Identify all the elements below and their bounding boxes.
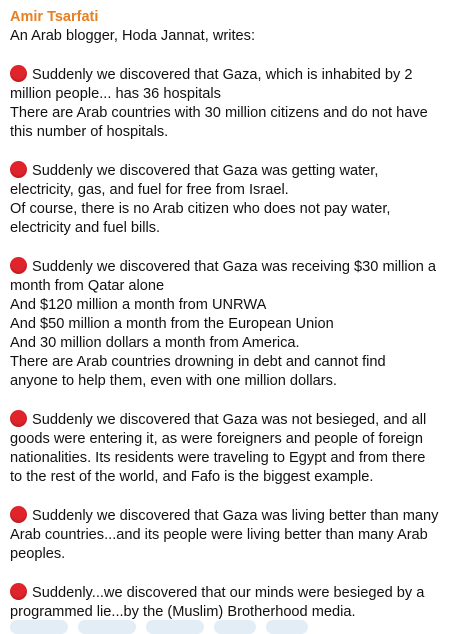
reactions-bar bbox=[10, 620, 308, 630]
paragraph-line: month from Qatar alone bbox=[10, 278, 165, 294]
paragraph-line: Arab countries...and its people were living better than many Arab bbox=[10, 527, 428, 543]
paragraph-line: There are Arab countries drowning in debt and cannot find bbox=[10, 354, 386, 370]
paragraph-line: And $120 million a month from UNRWA bbox=[10, 297, 267, 313]
red-circle-icon bbox=[10, 161, 27, 178]
paragraph-line bbox=[10, 506, 459, 526]
sender-name[interactable]: Amir Tsarfati bbox=[10, 9, 99, 25]
paragraph-line: And $50 million a month from the European Union bbox=[10, 316, 334, 332]
message-paragraph bbox=[10, 65, 459, 142]
paragraph-line: million people... has 36 hospitals bbox=[10, 86, 221, 102]
red-circle-icon bbox=[10, 583, 27, 600]
paragraph-line bbox=[10, 65, 459, 85]
paragraph-line: this number of hospitals. bbox=[10, 124, 169, 140]
reaction-chip[interactable] bbox=[10, 620, 68, 634]
line-text: Suddenly we discovered that Gaza was living better than many bbox=[32, 508, 439, 524]
line-text: Suddenly we discovered that Gaza was getting water, bbox=[32, 163, 379, 179]
red-circle-icon bbox=[10, 257, 27, 274]
paragraph-line: electricity, gas, and fuel for free from Israel. bbox=[10, 182, 289, 198]
paragraph-line: There are Arab countries with 30 million citizens and do not have bbox=[10, 105, 428, 121]
message-paragraph bbox=[10, 161, 459, 238]
message-intro: An Arab blogger, Hoda Jannat, writes: bbox=[10, 28, 256, 44]
paragraph-line: programmed lie...by the (Muslim) Brotherhood media. bbox=[10, 604, 356, 620]
message-paragraph bbox=[10, 257, 459, 391]
paragraph-line bbox=[10, 161, 459, 181]
line-text: Suddenly we discovered that Gaza, which is inhabited by 2 bbox=[32, 67, 413, 83]
paragraph-line bbox=[10, 583, 459, 603]
line-text: Suddenly we discovered that Gaza was not besieged, and all bbox=[32, 412, 427, 428]
paragraph-line: And 30 million dollars a month from America. bbox=[10, 335, 300, 351]
red-circle-icon bbox=[10, 65, 27, 82]
paragraph-line: to the rest of the world, and Fafo is the biggest example. bbox=[10, 469, 374, 485]
paragraph-line bbox=[10, 257, 459, 277]
red-circle-icon bbox=[10, 410, 27, 427]
paragraph-line: Of course, there is no Arab citizen who does not pay water, bbox=[10, 201, 391, 217]
paragraph-line: electricity and fuel bills. bbox=[10, 220, 161, 236]
message-text bbox=[10, 27, 459, 622]
message-paragraph bbox=[10, 506, 459, 564]
paragraph-line: anyone to help them, even with one million dollars. bbox=[10, 373, 337, 389]
paragraph-line: goods were entering it, as were foreigners and people of foreign bbox=[10, 431, 423, 447]
line-text: Suddenly...we discovered that our minds were besieged by a bbox=[32, 585, 425, 601]
paragraph-line: nationalities. Its residents were traveling to Egypt and from there bbox=[10, 450, 426, 466]
paragraph-line bbox=[10, 410, 459, 430]
message-paragraph bbox=[10, 583, 459, 622]
reaction-chip[interactable] bbox=[78, 620, 136, 634]
reaction-chip[interactable] bbox=[266, 620, 308, 634]
reaction-chip[interactable] bbox=[146, 620, 204, 634]
reaction-chip[interactable] bbox=[214, 620, 256, 634]
line-text: Suddenly we discovered that Gaza was receiving $30 million a bbox=[32, 259, 436, 275]
red-circle-icon bbox=[10, 506, 27, 523]
paragraph-line: peoples. bbox=[10, 546, 66, 562]
message-paragraph bbox=[10, 410, 459, 487]
